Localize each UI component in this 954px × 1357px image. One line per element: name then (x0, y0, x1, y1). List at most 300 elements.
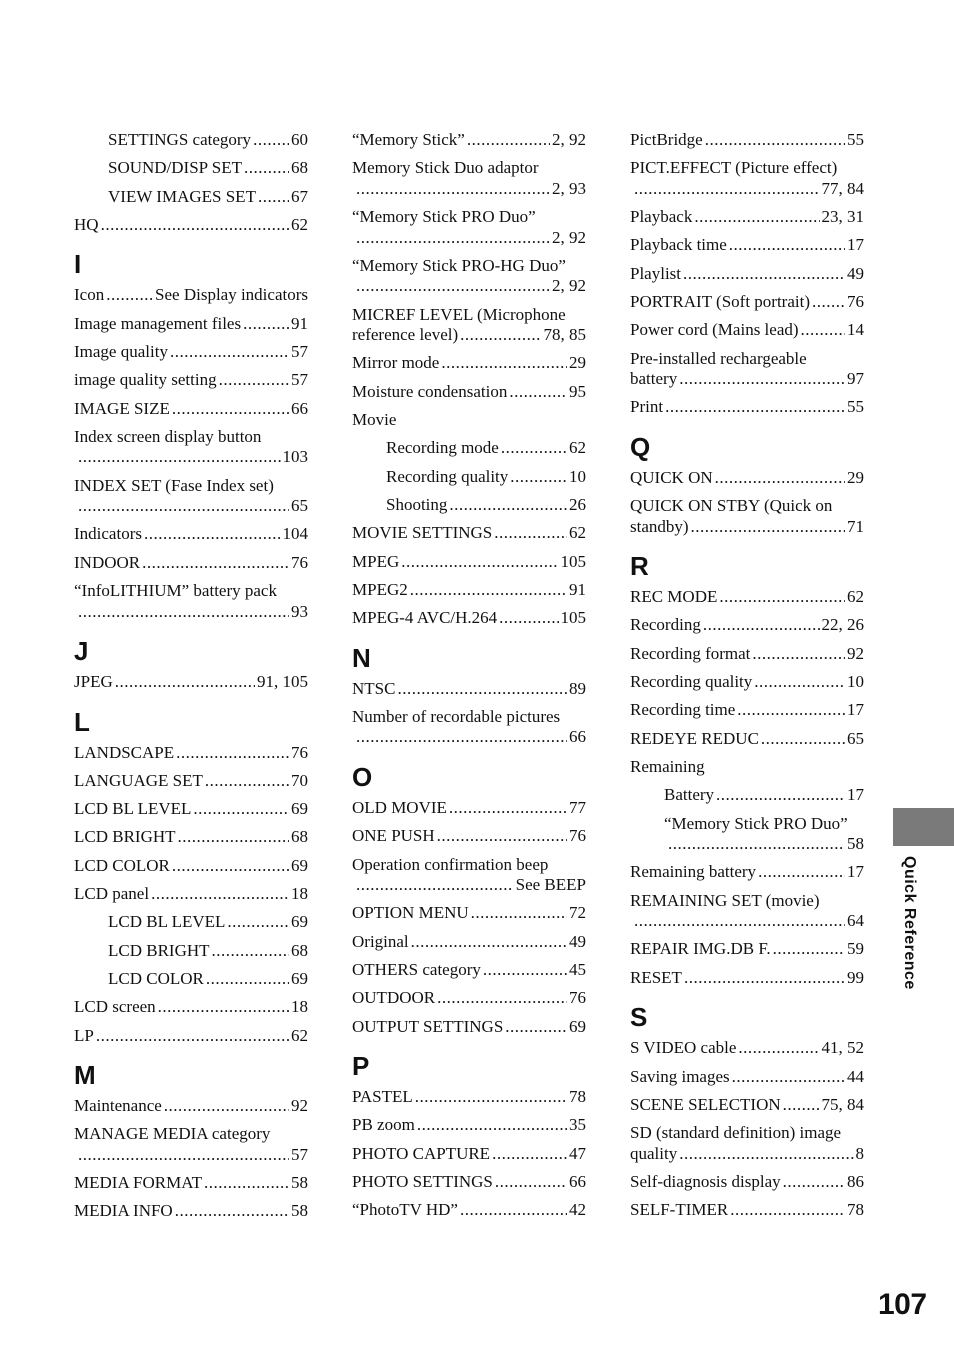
entry-term: Recording quality (630, 672, 753, 692)
dot-leader (703, 615, 820, 636)
index-entry-line (630, 729, 864, 750)
index-entry (74, 581, 308, 622)
entry-page-ref: 78 (569, 1087, 586, 1107)
entry-term: Memory Stick Duo adaptor (352, 158, 539, 178)
entry-term: “Memory Stick PRO Duo” (352, 207, 536, 227)
dot-leader (773, 939, 845, 960)
index-entry (352, 1172, 586, 1193)
dot-leader (719, 587, 845, 608)
index-entry (630, 644, 864, 665)
dot-leader (783, 1095, 820, 1116)
dot-leader (176, 743, 289, 764)
index-entry-line (630, 235, 864, 256)
index-entry-line (352, 552, 586, 573)
entry-term: Saving images (630, 1066, 730, 1086)
entry-page-ref: 45 (569, 959, 586, 979)
side-label-text: Quick Reference (901, 856, 918, 990)
index-entry-line (630, 1095, 864, 1116)
dot-leader (78, 496, 289, 517)
entry-term: standby) (630, 516, 689, 536)
entry-term: Remaining battery (630, 862, 757, 882)
entry-term: MPEG2 (352, 579, 408, 599)
entry-term: Recording format (630, 643, 751, 663)
entry-term: MANAGE MEDIA category (74, 1124, 271, 1144)
dot-leader (244, 158, 289, 179)
entry-page-ref: 17 (847, 235, 864, 255)
index-entry (352, 523, 586, 544)
index-entry (74, 342, 308, 363)
dot-leader (510, 467, 567, 488)
index-entry-line (630, 644, 864, 665)
entry-page-ref: 71 (847, 516, 864, 536)
entry-term: Operation confirmation beep (352, 854, 549, 874)
index-entry (352, 382, 586, 403)
index-letter-heading: I (74, 249, 82, 280)
entry-term: Maintenance (74, 1096, 162, 1116)
index-entry (630, 397, 864, 418)
index-letter-heading: P (352, 1051, 370, 1082)
index-entry (352, 467, 586, 488)
index-letter-heading: S (630, 1002, 648, 1033)
index-entry-line (352, 608, 586, 629)
entry-page-ref: 91, 105 (257, 672, 308, 692)
index-entry (630, 700, 864, 721)
dot-leader (178, 827, 289, 848)
entry-page-ref: 75, 84 (821, 1094, 864, 1114)
dot-leader (471, 903, 567, 924)
dot-leader (142, 553, 289, 574)
entry-page-ref: 92 (847, 643, 864, 663)
index-entry (74, 524, 308, 545)
entry-page-ref: 70 (291, 770, 308, 790)
index-entry (352, 855, 586, 896)
index-entry-line (352, 875, 586, 896)
dot-leader (397, 679, 567, 700)
index-entry (630, 939, 864, 960)
entry-page-ref: 29 (847, 467, 864, 487)
index-entry (352, 1115, 586, 1136)
index-entry (352, 1144, 586, 1165)
index-entry-line (74, 602, 308, 623)
index-entry (74, 187, 308, 208)
index-entry (74, 997, 308, 1018)
dot-leader (411, 932, 567, 953)
index-entry (630, 968, 864, 989)
index-entry-line (74, 399, 308, 420)
index-entry (74, 476, 308, 517)
index-entry (74, 314, 308, 335)
entry-page-ref: 76 (847, 291, 864, 311)
index-entry-line (74, 827, 308, 848)
index-entry (630, 349, 864, 390)
entry-term: SCENE SELECTION (630, 1094, 781, 1114)
dot-leader (738, 1038, 819, 1059)
index-letter-heading: M (74, 1060, 96, 1091)
dot-leader (679, 369, 845, 390)
index-entry (352, 256, 586, 297)
entry-page-ref: 68 (291, 827, 308, 847)
index-entry-line (352, 1017, 586, 1038)
index-entry-line (630, 207, 864, 228)
entry-term: SETTINGS category (108, 130, 252, 149)
index-entry (74, 553, 308, 574)
entry-page-ref: 95 (569, 381, 586, 401)
entry-page-ref: 18 (291, 884, 308, 904)
entry-term: QUICK ON (630, 467, 713, 487)
entry-term: PORTRAIT (Soft portrait) (630, 291, 810, 311)
entry-term: quality (630, 1143, 678, 1163)
entry-term: MPEG-4 AVC/H.264 (352, 608, 498, 628)
index-entry (74, 1124, 308, 1165)
entry-term: NTSC (352, 678, 396, 698)
index-entry-line (352, 798, 586, 819)
entry-page-ref: 76 (569, 826, 586, 846)
entry-term: PB zoom (352, 1115, 415, 1135)
entry-page-ref: 77, 84 (821, 178, 864, 198)
entry-term: REC MODE (630, 587, 718, 607)
index-entry (74, 743, 308, 764)
index-entry-line (74, 1201, 308, 1222)
index-entry (74, 158, 308, 179)
index-entry (630, 891, 864, 932)
entry-page-ref: 78 (847, 1200, 864, 1220)
dot-leader (243, 314, 289, 335)
entry-page-ref: 44 (847, 1066, 864, 1086)
entry-page-ref: 68 (291, 940, 308, 960)
entry-term: “PhotoTV HD” (352, 1200, 458, 1220)
dot-leader (495, 1172, 567, 1193)
dot-leader (212, 941, 289, 962)
entry-term: IMAGE SIZE (74, 398, 170, 418)
dot-leader (356, 276, 550, 297)
dot-leader (164, 1096, 289, 1117)
index-entry-line (386, 438, 586, 459)
index-entry (352, 707, 586, 748)
dot-leader (684, 968, 845, 989)
index-letter-heading: L (74, 706, 90, 737)
entry-term: Playback (630, 207, 693, 227)
entry-term: PHOTO CAPTURE (352, 1143, 491, 1163)
entry-term: ONE PUSH (352, 826, 435, 846)
index-entry (74, 1173, 308, 1194)
index-entry-line (74, 215, 308, 236)
entry-page-ref: 92 (291, 1096, 308, 1116)
index-entry-line (74, 997, 308, 1018)
entry-term: QUICK ON STBY (Quick on (630, 496, 833, 516)
dot-leader (460, 1200, 567, 1221)
entry-page-ref: 104 (282, 524, 308, 544)
entry-term: Number of recordable pictures (352, 706, 561, 726)
entry-page-ref: 60 (291, 130, 308, 149)
index-entry-line (108, 187, 308, 208)
entry-page-ref: 59 (847, 939, 864, 959)
index-entry (630, 207, 864, 228)
index-entry-line (108, 941, 308, 962)
entry-page-ref: 8 (855, 1143, 864, 1163)
dot-leader (78, 602, 289, 623)
index-entry-line (74, 314, 308, 335)
entry-page-ref: See BEEP (515, 875, 586, 895)
entry-term: “Memory Stick PRO-HG Duo” (352, 255, 566, 275)
index-entry-line (352, 276, 586, 297)
index-entry-line (630, 130, 864, 151)
index-entry-line (352, 960, 586, 981)
index-entry-line (630, 672, 864, 693)
index-entry (352, 960, 586, 981)
entry-page-ref: 23, 31 (821, 207, 864, 227)
index-entry (352, 207, 586, 248)
index-entry-line (352, 1115, 586, 1136)
entry-term: HQ (74, 214, 99, 234)
entry-page-ref: 76 (569, 988, 586, 1008)
entry-page-ref: 69 (291, 968, 308, 988)
dot-leader (356, 727, 567, 748)
index-entry-line (74, 884, 308, 905)
dot-leader (665, 397, 845, 418)
index-entry-line (74, 672, 308, 693)
entry-page-ref: 69 (569, 1016, 586, 1036)
index-entry-line (352, 679, 586, 700)
index-entry (352, 1087, 586, 1108)
index-letter-heading: J (74, 636, 89, 667)
index-column-1 (74, 130, 308, 1230)
entry-term: LP (74, 1025, 94, 1045)
entry-page-ref: 69 (291, 912, 308, 932)
entry-page-ref: 57 (291, 341, 308, 361)
entry-term: Power cord (Mains lead) (630, 320, 799, 340)
index-entry (630, 468, 864, 489)
index-entry-line (630, 397, 864, 418)
dot-leader (467, 130, 550, 151)
entry-page-ref: 77 (569, 797, 586, 817)
dot-leader (78, 1145, 289, 1166)
index-entry (630, 785, 864, 806)
entry-term: OUTPUT SETTINGS (352, 1016, 504, 1036)
dot-leader (78, 447, 281, 468)
entry-term: Recording time (630, 700, 736, 720)
entry-term: LCD BRIGHT (108, 940, 210, 960)
index-entry-line (630, 615, 864, 636)
index-entry (352, 305, 586, 346)
index-entry-line (352, 353, 586, 374)
entry-page-ref: 69 (291, 855, 308, 875)
index-entry (352, 1017, 586, 1038)
entry-page-ref: 66 (291, 398, 308, 418)
dot-leader (219, 370, 289, 391)
entry-term: OLD MOVIE (352, 797, 447, 817)
entry-page-ref: 47 (569, 1143, 586, 1163)
entry-page-ref: 62 (847, 587, 864, 607)
dot-leader (509, 382, 567, 403)
index-entry-line (74, 496, 308, 517)
index-entry-line (74, 285, 308, 306)
entry-page-ref: 58 (291, 1201, 308, 1221)
dot-leader (206, 969, 289, 990)
index-entry (74, 672, 308, 693)
index-entry (630, 235, 864, 256)
entry-page-ref: 22, 26 (821, 615, 864, 635)
dot-leader (410, 580, 567, 601)
index-entry (74, 856, 308, 877)
dot-leader (172, 856, 289, 877)
dot-leader (151, 884, 289, 905)
index-entry (352, 438, 586, 459)
index-entry (352, 1200, 586, 1221)
index-entry (74, 912, 308, 933)
entry-page-ref: 18 (291, 997, 308, 1017)
index-entry (630, 729, 864, 750)
entry-term: MEDIA FORMAT (74, 1173, 202, 1193)
index-entry (352, 798, 586, 819)
entry-term: MPEG (352, 551, 400, 571)
entry-page-ref: 99 (847, 967, 864, 987)
entry-page-ref: 10 (569, 466, 586, 486)
dot-leader (193, 799, 289, 820)
index-entry-line (630, 468, 864, 489)
entry-page-ref: 62 (291, 214, 308, 234)
entry-page-ref: See Display indicators (155, 285, 308, 305)
dot-leader (253, 130, 289, 151)
entry-term: Recording (630, 615, 701, 635)
entry-page-ref: 91 (569, 579, 586, 599)
dot-leader (483, 960, 567, 981)
entry-page-ref: 10 (847, 672, 864, 692)
index-entry (630, 320, 864, 341)
index-entry (74, 771, 308, 792)
entry-term: OPTION MENU (352, 903, 469, 923)
entry-term: Movie (352, 410, 397, 430)
dot-leader (801, 320, 845, 341)
index-entry (352, 608, 586, 629)
entry-page-ref: 68 (291, 158, 308, 178)
entry-page-ref: 58 (847, 834, 864, 854)
entry-term: SD (standard definition) image (630, 1123, 842, 1143)
entry-page-ref: 2, 92 (552, 130, 586, 149)
index-entry (352, 495, 586, 516)
entry-page-ref: 17 (847, 700, 864, 720)
dot-leader (705, 130, 845, 151)
entry-page-ref: 97 (847, 369, 864, 389)
entry-term: PHOTO SETTINGS (352, 1171, 493, 1191)
entry-term: LCD COLOR (108, 968, 204, 988)
index-entry-line (630, 939, 864, 960)
index-entry (352, 552, 586, 573)
dot-leader (415, 1087, 567, 1108)
index-entry-line (630, 369, 864, 390)
dot-leader (449, 495, 567, 516)
index-entry-line (630, 320, 864, 341)
entry-term: PICT.EFFECT (Picture effect) (630, 158, 838, 178)
index-entry-line (352, 179, 586, 200)
dot-leader (716, 785, 845, 806)
index-entry (630, 158, 864, 199)
entry-page-ref: 66 (569, 1171, 586, 1191)
dot-leader (501, 438, 567, 459)
entry-page-ref: 72 (569, 903, 586, 923)
index-entry (352, 353, 586, 374)
index-entry-line (352, 523, 586, 544)
dot-leader (101, 215, 289, 236)
entry-page-ref: 2, 93 (552, 178, 586, 198)
index-entry (74, 884, 308, 905)
index-entry (74, 285, 308, 306)
entry-page-ref: 26 (569, 494, 586, 514)
index-entry-line (74, 1026, 308, 1047)
entry-term: Index screen display button (74, 426, 262, 446)
entry-term: Print (630, 397, 664, 417)
index-entry-line (108, 912, 308, 933)
entry-page-ref: 35 (569, 1115, 586, 1135)
dot-leader (144, 524, 281, 545)
entry-term: Playlist (630, 263, 682, 283)
entry-page-ref: 66 (569, 727, 586, 747)
entry-page-ref: 76 (291, 552, 308, 572)
entry-page-ref: 76 (291, 742, 308, 762)
index-entry-line (74, 524, 308, 545)
dot-leader (356, 179, 550, 200)
index-entry-line (74, 342, 308, 363)
entry-term: “Memory Stick” (352, 130, 465, 149)
index-entry-line (352, 1144, 586, 1165)
entry-page-ref: 2, 92 (552, 276, 586, 296)
entry-page-ref: 62 (569, 438, 586, 458)
entry-term: REPAIR IMG.DB F. (630, 939, 771, 959)
entry-term: LCD BRIGHT (74, 827, 176, 847)
dot-leader (691, 517, 845, 538)
index-entry-line (352, 932, 586, 953)
entry-term: Image quality (74, 341, 168, 361)
entry-page-ref: 58 (291, 1173, 308, 1193)
index-entry (630, 1172, 864, 1193)
index-entry (352, 410, 586, 431)
entry-term: Battery (664, 785, 715, 805)
dot-leader (96, 1026, 289, 1047)
index-entry-line (108, 130, 308, 151)
entry-page-ref: 69 (291, 799, 308, 819)
dot-leader (505, 1017, 567, 1038)
entry-term: JPEG (74, 672, 113, 692)
index-entry (74, 941, 308, 962)
index-entry (352, 932, 586, 953)
dot-leader (494, 523, 567, 544)
entry-term: Mirror mode (352, 353, 440, 373)
index-entry (630, 292, 864, 313)
index-entry-line (352, 988, 586, 1009)
entry-term: MEDIA INFO (74, 1201, 173, 1221)
index-entry (74, 370, 308, 391)
index-entry (630, 264, 864, 285)
index-entry-line (352, 382, 586, 403)
entry-page-ref: 41, 52 (821, 1038, 864, 1058)
index-entry-line (74, 553, 308, 574)
dot-leader (437, 826, 567, 847)
dot-leader (634, 179, 820, 200)
index-entry-line (630, 700, 864, 721)
dot-leader (170, 342, 289, 363)
entry-page-ref: 103 (282, 447, 308, 467)
index-entry-line (74, 1096, 308, 1117)
dot-leader (356, 875, 514, 896)
dot-leader (634, 911, 845, 932)
index-entry (630, 587, 864, 608)
index-entry (352, 679, 586, 700)
index-column-3 (630, 130, 864, 1229)
dot-leader (783, 1172, 845, 1193)
index-letter-heading: R (630, 551, 649, 582)
index-entry-line (630, 179, 864, 200)
index-entry-line (74, 447, 308, 468)
dot-leader (729, 235, 845, 256)
